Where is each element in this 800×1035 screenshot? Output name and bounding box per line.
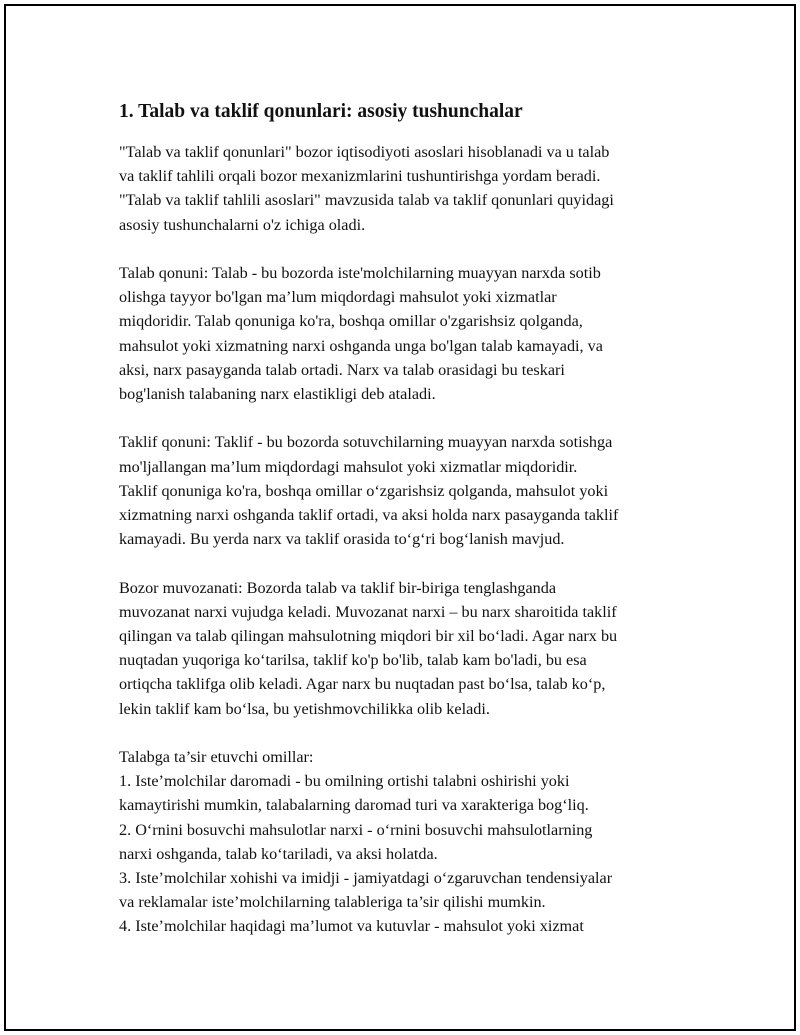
document-body	[119, 99, 699, 939]
text-line: muvozanat narxi vujudga keladi. Muvozanat narxi – bu narx sharoitida taklif	[119, 602, 617, 621]
text-line: kamayadi. Bu yerda narx va taklif orasida to‘g‘ri bog‘lanish mavjud.	[119, 530, 565, 549]
list-item: 4. Iste’molchilar haqidagi ma’lumot va kutuvlar - mahsulot yoki xizmat	[119, 917, 584, 936]
list-item-continuation: narxi oshganda, talab ko‘tariladi, va aksi holatda.	[119, 844, 438, 863]
text-line: va taklif tahlili orqali bozor mexanizmlarini tushuntirishga yordam beradi.	[119, 167, 601, 186]
list-item-continuation: kamaytirishi mumkin, talabalarning daromad turi va xarakteriga bog‘liq.	[119, 796, 589, 815]
text-line: Taklif qonuniga ko'ra, boshqa omillar o‘zgarishsiz qolganda, mahsulot yoki	[119, 481, 609, 500]
list-heading: Talabga ta’sir etuvchi omillar:	[119, 748, 314, 767]
text-line: lekin taklif kam bo‘lsa, bu yetishmovchilikka olib keladi.	[119, 699, 490, 718]
document-title: 1. Talab va taklif qonunlari: asosiy tushunchalar	[119, 101, 523, 122]
market-equilibrium-paragraph	[119, 576, 699, 721]
text-line: xizmatning narxi oshganda taklif ortadi, va aksi holda narx pasayganda taklif	[119, 506, 619, 525]
text-line: Bozor muvozanati: Bozorda talab va taklif bir-biriga tenglashganda	[119, 578, 557, 597]
supply-law-paragraph	[119, 430, 699, 551]
text-line: aksi, narx pasayganda talab ortadi. Narx va talab orasidagi bu teskari	[119, 360, 565, 379]
list-item-continuation: va reklamalar iste’molchilarning talableriga ta’sir qilishi mumkin.	[119, 893, 546, 912]
page-frame	[4, 4, 796, 1031]
demand-law-paragraph	[119, 261, 699, 406]
demand-factors-list	[119, 745, 699, 939]
text-line: Taklif qonuni: Taklif - bu bozorda sotuvchilarning muayyan narxda sotishga	[119, 433, 613, 452]
text-line: "Talab va taklif qonunlari" bozor iqtisodiyoti asoslari hisoblanadi va u talab	[119, 143, 610, 161]
list-item: 3. Iste’molchilar xohishi va imidji - jamiyatdagi o‘zgaruvchan tendensiyalar	[119, 869, 613, 888]
text-line: nuqtadan yuqoriga ko‘tarilsa, taklif ko'p bo'lib, talab kam bo'ladi, bu esa	[119, 651, 587, 670]
text-line: olishga tayyor bo'lgan ma’lum miqdordagi mahsulot yoki xizmatlar	[119, 288, 557, 307]
list-item: 2. O‘rnini bosuvchi mahsulotlar narxi - o‘rnini bosuvchi mahsulotlarning	[119, 820, 593, 839]
text-line: miqdoridir. Talab qonuniga ko'ra, boshqa omillar o'zgarishsiz qolganda,	[119, 312, 583, 331]
text-line: Talab qonuni: Talab - bu bozorda iste'molchilarning muayyan narxda sotib	[119, 264, 601, 282]
intro-paragraph	[119, 140, 699, 237]
text-line: mahsulot yoki xizmatning narxi oshganda unga bo'lgan talab kamayadi, va	[119, 336, 603, 355]
text-line: asosiy tushunchalarni o'z ichiga oladi.	[119, 215, 366, 234]
text-line: qilingan va talab qilingan mahsulotning miqdori bir xil bo‘ladi. Agar narx bu	[119, 627, 618, 646]
text-line: ortiqcha taklifga olib keladi. Agar narx bu nuqtadan past bo‘lsa, talab ko‘p,	[119, 675, 606, 694]
list-item: 1. Iste’molchilar daromadi - bu omilning ortishi talabni oshirishi yoki	[119, 772, 570, 791]
text-line: "Talab va taklif tahlili asoslari" mavzusida talab va taklif qonunlari quyidagi	[119, 191, 614, 210]
text-line: bog'lanish talabaning narx elastikligi deb ataladi.	[119, 385, 436, 404]
text-line: mo'ljallangan ma’lum miqdordagi mahsulot yoki xizmatlar miqdoridir.	[119, 457, 578, 476]
